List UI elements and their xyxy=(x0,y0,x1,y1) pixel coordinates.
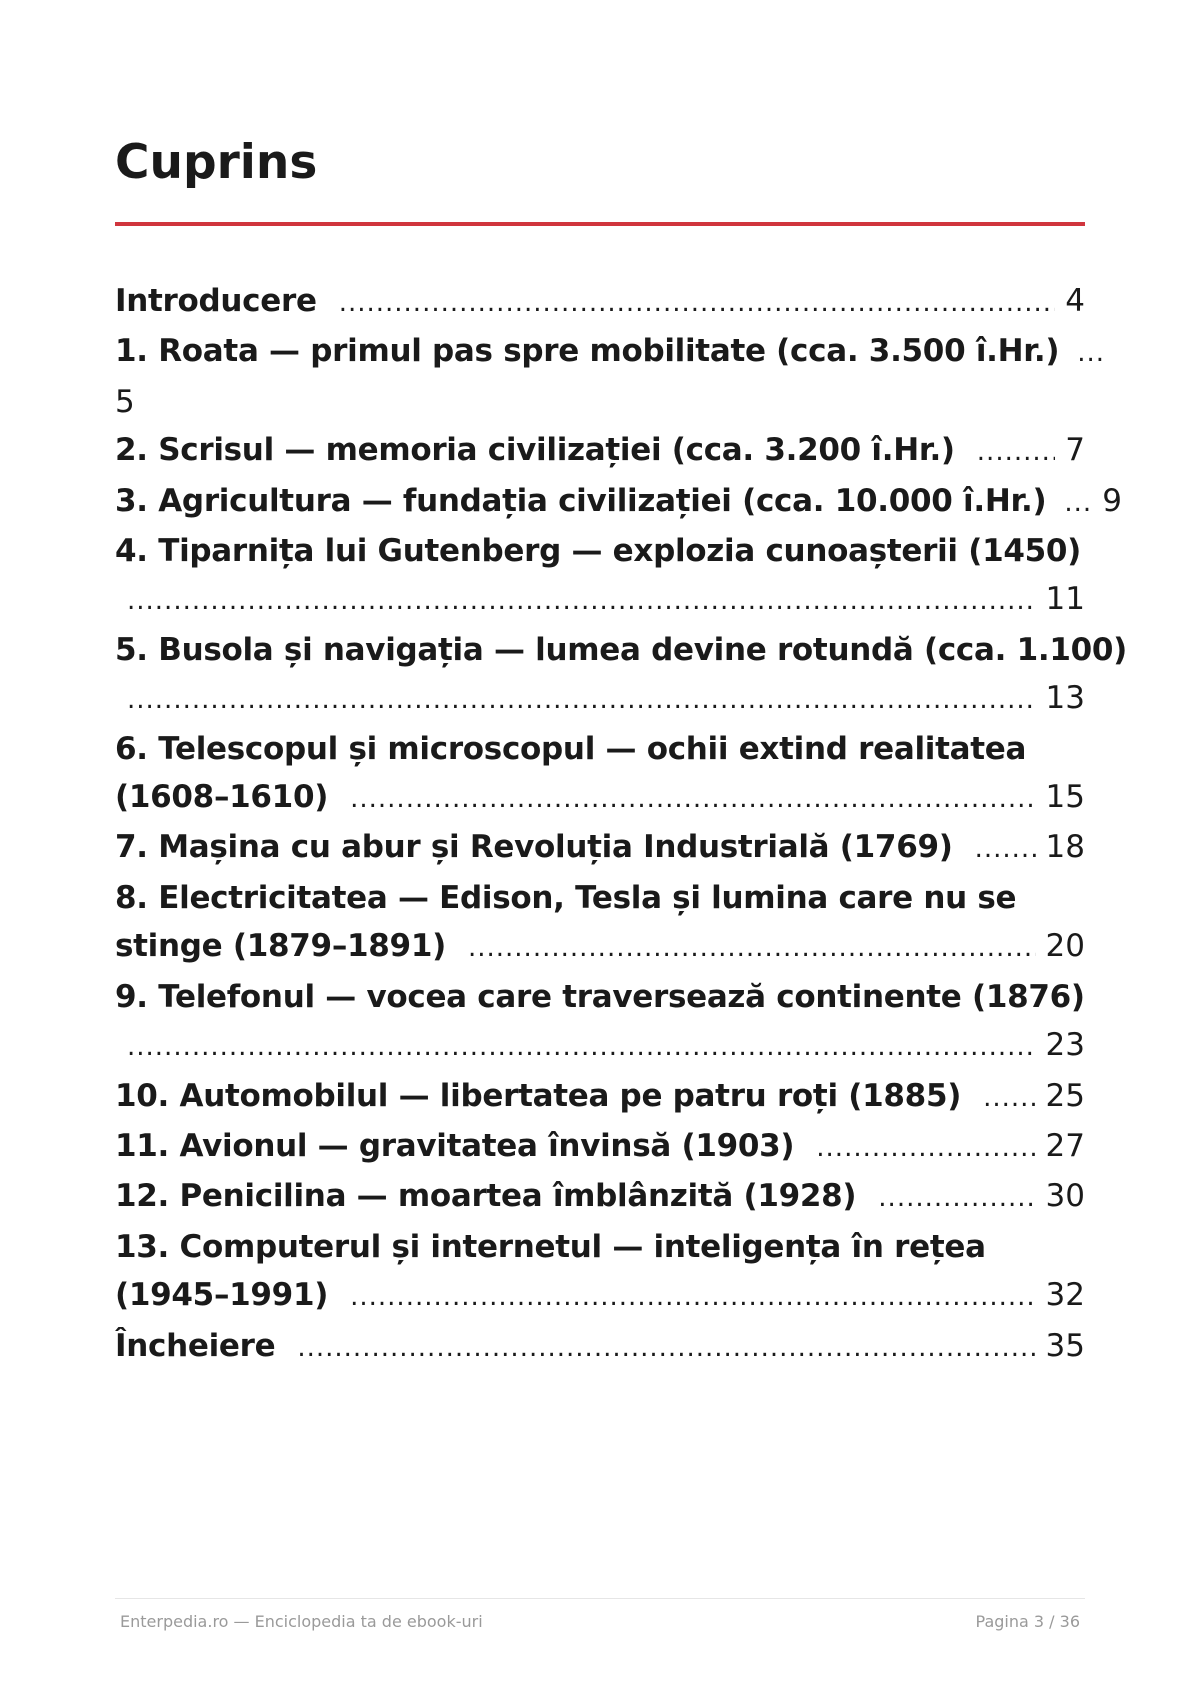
title-divider xyxy=(115,222,1085,226)
toc-entry-title: 7. Mașina cu abur și Revoluția Industrială (1769) xyxy=(115,829,953,866)
dot-leader: ... xyxy=(1064,487,1093,518)
toc-page-number: 7 xyxy=(1065,432,1085,469)
toc-entry-title: 11. Avionul — gravitatea învinsă (1903) xyxy=(115,1127,795,1164)
toc-entry-title: Introducere xyxy=(115,283,317,319)
document-page xyxy=(115,0,1128,1683)
dot-leader xyxy=(127,676,1036,724)
toc-entry-4[interactable] xyxy=(115,527,1085,626)
toc-entry-title: 5. Busola și navigația — lumea devine rotundă (cca. 1.100) xyxy=(115,631,1128,668)
toc-page-number: 30 xyxy=(1045,1178,1085,1215)
toc-page-number: 27 xyxy=(1045,1127,1085,1164)
dot-leader xyxy=(350,775,1035,823)
toc-entry-11[interactable] xyxy=(115,1122,1085,1172)
dot-leader xyxy=(297,1324,1035,1372)
toc-entry-2[interactable] xyxy=(115,426,1085,476)
toc-entry-title: 9. Telefonul — vocea care traversează continente (1876) xyxy=(115,978,1085,1015)
toc-entry-title: 10. Automobilul — libertatea pe patru roți (1885) xyxy=(115,1077,962,1114)
toc-entry-6[interactable] xyxy=(115,725,1085,824)
page-footer xyxy=(120,1612,1080,1631)
toc-entry-title: 1. Roata — primul pas spre mobilitate (cca. 3.500 î.Hr.) xyxy=(115,333,1060,370)
toc-entry-13[interactable] xyxy=(115,1223,1085,1322)
toc-page-number: 11 xyxy=(1045,581,1085,618)
toc-entry-title: Încheiere xyxy=(115,1327,276,1364)
dot-leader xyxy=(468,924,1036,972)
toc-entry-title-line1: 13. Computerul și internetul — inteligența în rețea xyxy=(115,1228,986,1265)
toc-entry-incheiere[interactable] xyxy=(115,1322,1085,1372)
footer-divider xyxy=(115,1598,1085,1599)
toc-entry-title-line1: 8. Electricitatea — Edison, Tesla și lumina care nu se xyxy=(115,879,1017,916)
dot-leader xyxy=(977,428,1055,476)
toc-page-number: 20 xyxy=(1045,928,1085,965)
dot-leader xyxy=(816,1124,1035,1172)
toc-entry-title-line2: stinge (1879–1891) xyxy=(115,928,446,965)
toc-page-number: 35 xyxy=(1045,1327,1085,1364)
toc-entry-title-line2: (1945–1991) xyxy=(115,1277,329,1314)
table-of-contents xyxy=(115,277,1128,1372)
dot-leader xyxy=(127,577,1036,625)
toc-entry-12[interactable] xyxy=(115,1172,1085,1222)
toc-page-number: 23 xyxy=(1045,1027,1085,1064)
footer-site-label: Enterpedia.ro — Enciclopedia ta de ebook-uri xyxy=(120,1612,483,1631)
page-title: Cuprins xyxy=(115,135,318,190)
toc-entry-title-line1: 6. Telescopul și microscopul — ochii extind realitatea xyxy=(115,730,1027,767)
toc-page-number: 4 xyxy=(1065,283,1085,319)
dot-leader xyxy=(975,825,1036,873)
toc-entry-7[interactable] xyxy=(115,823,1085,873)
toc-page-number: 9 xyxy=(1102,482,1122,519)
dot-leader xyxy=(983,1074,1035,1122)
toc-entry-title-line2: (1608–1610) xyxy=(115,779,329,816)
toc-entry-3[interactable] xyxy=(115,477,1122,527)
toc-entry-title: 4. Tiparnița lui Gutenberg — explozia cunoașterii (1450) xyxy=(115,533,1082,570)
dot-leader xyxy=(878,1174,1035,1222)
toc-entry-1[interactable] xyxy=(115,327,1105,426)
dot-leader xyxy=(350,1273,1035,1321)
toc-entry-title: 3. Agricultura — fundația civilizației (cca. 10.000 î.Hr.) xyxy=(115,482,1047,519)
toc-entry-title: 12. Penicilina — moartea îmblânzită (1928) xyxy=(115,1178,857,1215)
toc-entry-introducere[interactable] xyxy=(115,277,1085,327)
toc-entry-10[interactable] xyxy=(115,1072,1085,1122)
toc-entry-5[interactable] xyxy=(115,626,1128,725)
toc-page-number: 25 xyxy=(1045,1077,1085,1114)
toc-entry-9[interactable] xyxy=(115,973,1085,1072)
dot-leader xyxy=(127,1023,1036,1071)
toc-page-number: 18 xyxy=(1045,829,1085,866)
dot-leader: ... xyxy=(1077,338,1105,369)
toc-entry-title: 2. Scrisul — memoria civilizației (cca. 3.200 î.Hr.) xyxy=(115,432,955,469)
toc-entry-8[interactable] xyxy=(115,874,1085,973)
footer-page-counter: Pagina 3 / 36 xyxy=(975,1612,1080,1631)
toc-page-number: 5 xyxy=(115,383,135,420)
toc-page-number: 13 xyxy=(1045,680,1085,717)
dot-leader xyxy=(339,279,1056,327)
toc-page-number: 32 xyxy=(1045,1277,1085,1314)
toc-page-number: 15 xyxy=(1045,779,1085,816)
